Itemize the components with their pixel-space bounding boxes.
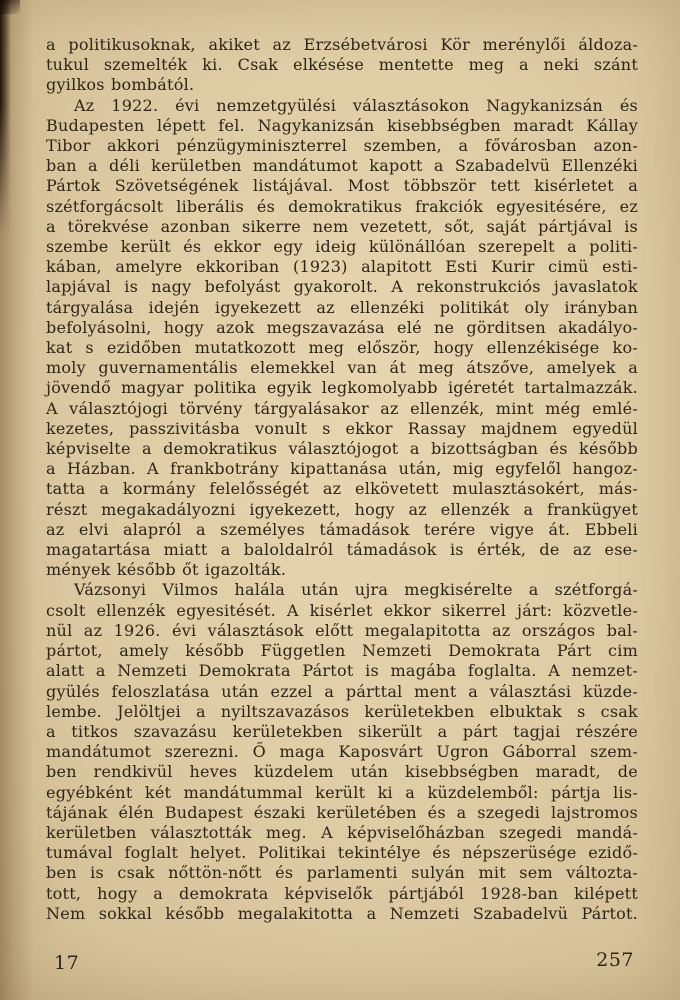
text-line: részt megakadályozni igyekezett, hogy az ellenzék a frankügyet <box>46 499 638 519</box>
paragraph <box>46 580 638 923</box>
text-line: szembe került és ekkor egy ideig különállóan szerepelt a politi- <box>46 237 638 257</box>
text-line: pártot, amely később Független Nemzeti Demokrata Párt cim <box>46 641 638 661</box>
text-line: befolyásolni, hogy azok megszavazása elé ne görditsen akadályo- <box>46 317 638 337</box>
text-line: nül az 1926. évi választások előtt megalapitotta az országos bal- <box>46 620 638 640</box>
text-line: tatta a kormány felelősségét az elkövetett mulasztásokért, más- <box>46 479 638 499</box>
text-line: a politikusoknak, akiket az Erzsébetvárosi Kör merénylői áldoza- <box>46 35 638 54</box>
text-line: egyébként két mandátummal került ki a küzdelemből: pártja lis- <box>46 782 638 802</box>
text-line: Nem sokkal később megalakitotta a Nemzeti Szabadelvü Pártot. <box>46 903 638 923</box>
text-line: csolt ellenzék egyesitését. A kisérlet ekkor sikerrel járt: közvetle- <box>46 600 638 620</box>
text-line: tárgyalása idején igyekezett az ellenzéki politikát oly irányban <box>46 297 638 317</box>
page-gutter-shadow <box>0 0 34 1000</box>
text-line: tukul szemelték ki. Csak elkésése mentette meg a neki szánt <box>46 55 638 75</box>
text-line: a titkos szavazásu kerületekben sikerült a párt tagjai részére <box>46 721 638 741</box>
text-line: mények később őt igazolták. <box>46 560 287 580</box>
text-line: A választójogi törvény tárgyalásakor az ellenzék, mint még emlé- <box>46 398 638 418</box>
text-line: ban a déli kerületben mandátumot kapott a Szabadelvü Ellenzéki <box>46 156 638 176</box>
paragraph <box>46 35 638 96</box>
page-number-left: 17 <box>54 952 80 974</box>
text-line: tájának élén Budapest északi kerületében és a szegedi lajstromos <box>46 802 638 822</box>
text-line: moly guvernamentális elemekkel van át meg átszőve, amelyek a <box>46 358 638 378</box>
text-line: a Házban. A frankbotrány kipattanása után, mig egyfelől hangoz- <box>46 459 638 479</box>
text-line: gyülés feloszlatása után ezzel a párttal ment a választási küzde- <box>46 681 638 701</box>
page-text <box>46 35 638 924</box>
text-line: tumával foglalt helyet. Politikai tekintélye és népszerüsége ezidő- <box>46 843 638 863</box>
text-line: kerületben választották meg. A képviselőházban szegedi mandá- <box>46 822 638 842</box>
text-line: Vázsonyi Vilmos halála után ujra megkisérelte a szétforgá- <box>74 580 638 600</box>
text-line: kezetes, passzivitásba vonult s ekkor Rassay majdnem egyedül <box>46 418 638 438</box>
text-line: kat s ezidőben mutatkozott meg először, hogy ellenzékisége ko- <box>46 338 638 358</box>
text-line: Az 1922. évi nemzetgyülési választásokon Nagykanizsán és <box>74 95 638 115</box>
text-line: lembe. Jelöltjei a nyiltszavazásos kerületekben elbuktak s csak <box>46 701 638 721</box>
text-line: ben rendkivül heves küzdelem után kisebbségben maradt, de <box>46 762 638 782</box>
text-line: alatt a Nemzeti Demokrata Pártot is magába foglalta. A nemzet- <box>46 661 638 681</box>
text-line: képviselte a demokratikus választójogot a bizottságban és később <box>46 439 638 459</box>
text-line: magatartása miatt a baloldalról támadások is érték, de az ese- <box>46 540 638 560</box>
text-line: lapjával is nagy befolyást gyakorolt. A rekonstrukciós javaslatok <box>46 277 638 297</box>
text-line: Tibor akkori pénzügyminiszterrel szemben, a fővárosban azon- <box>46 136 638 156</box>
text-line: mandátumot szerezni. Ő maga Kaposvárt Ugron Gáborral szem- <box>46 742 638 762</box>
text-line: gyilkos bombától. <box>46 75 195 95</box>
text-line: szétforgácsolt liberális és demokratikus frakciók egyesitésére, ez <box>46 196 638 216</box>
text-line: ben is csak nőttön-nőtt és parlamenti sulyán mit sem változta- <box>46 863 638 883</box>
text-line: kában, amelyre ekkoriban (1923) alapitott Esti Kurir cimü esti- <box>46 257 638 277</box>
text-line: tott, hogy a demokrata képviselők pártjából 1928-ban kilépett <box>46 883 638 903</box>
text-line: jövendő magyar politika egyik legkomolyabb igéretét tartalmazzák. <box>46 378 638 398</box>
text-line: az elvi alapról a személyes támadások terére vigye át. Ebbeli <box>46 519 638 539</box>
scan-edge-artifact <box>0 0 11 235</box>
text-line: Pártok Szövetségének listájával. Most többször tett kisérletet a <box>46 176 638 196</box>
page-number-right: 257 <box>596 949 634 971</box>
paragraph <box>46 96 638 581</box>
text-line: a törekvése azonban sikerre nem vezetett, sőt, saját pártjával is <box>46 216 638 236</box>
scan-corner-artifact <box>0 0 20 14</box>
text-line: Budapesten lépett fel. Nagykanizsán kisebbségben maradt Kállay <box>46 115 638 135</box>
